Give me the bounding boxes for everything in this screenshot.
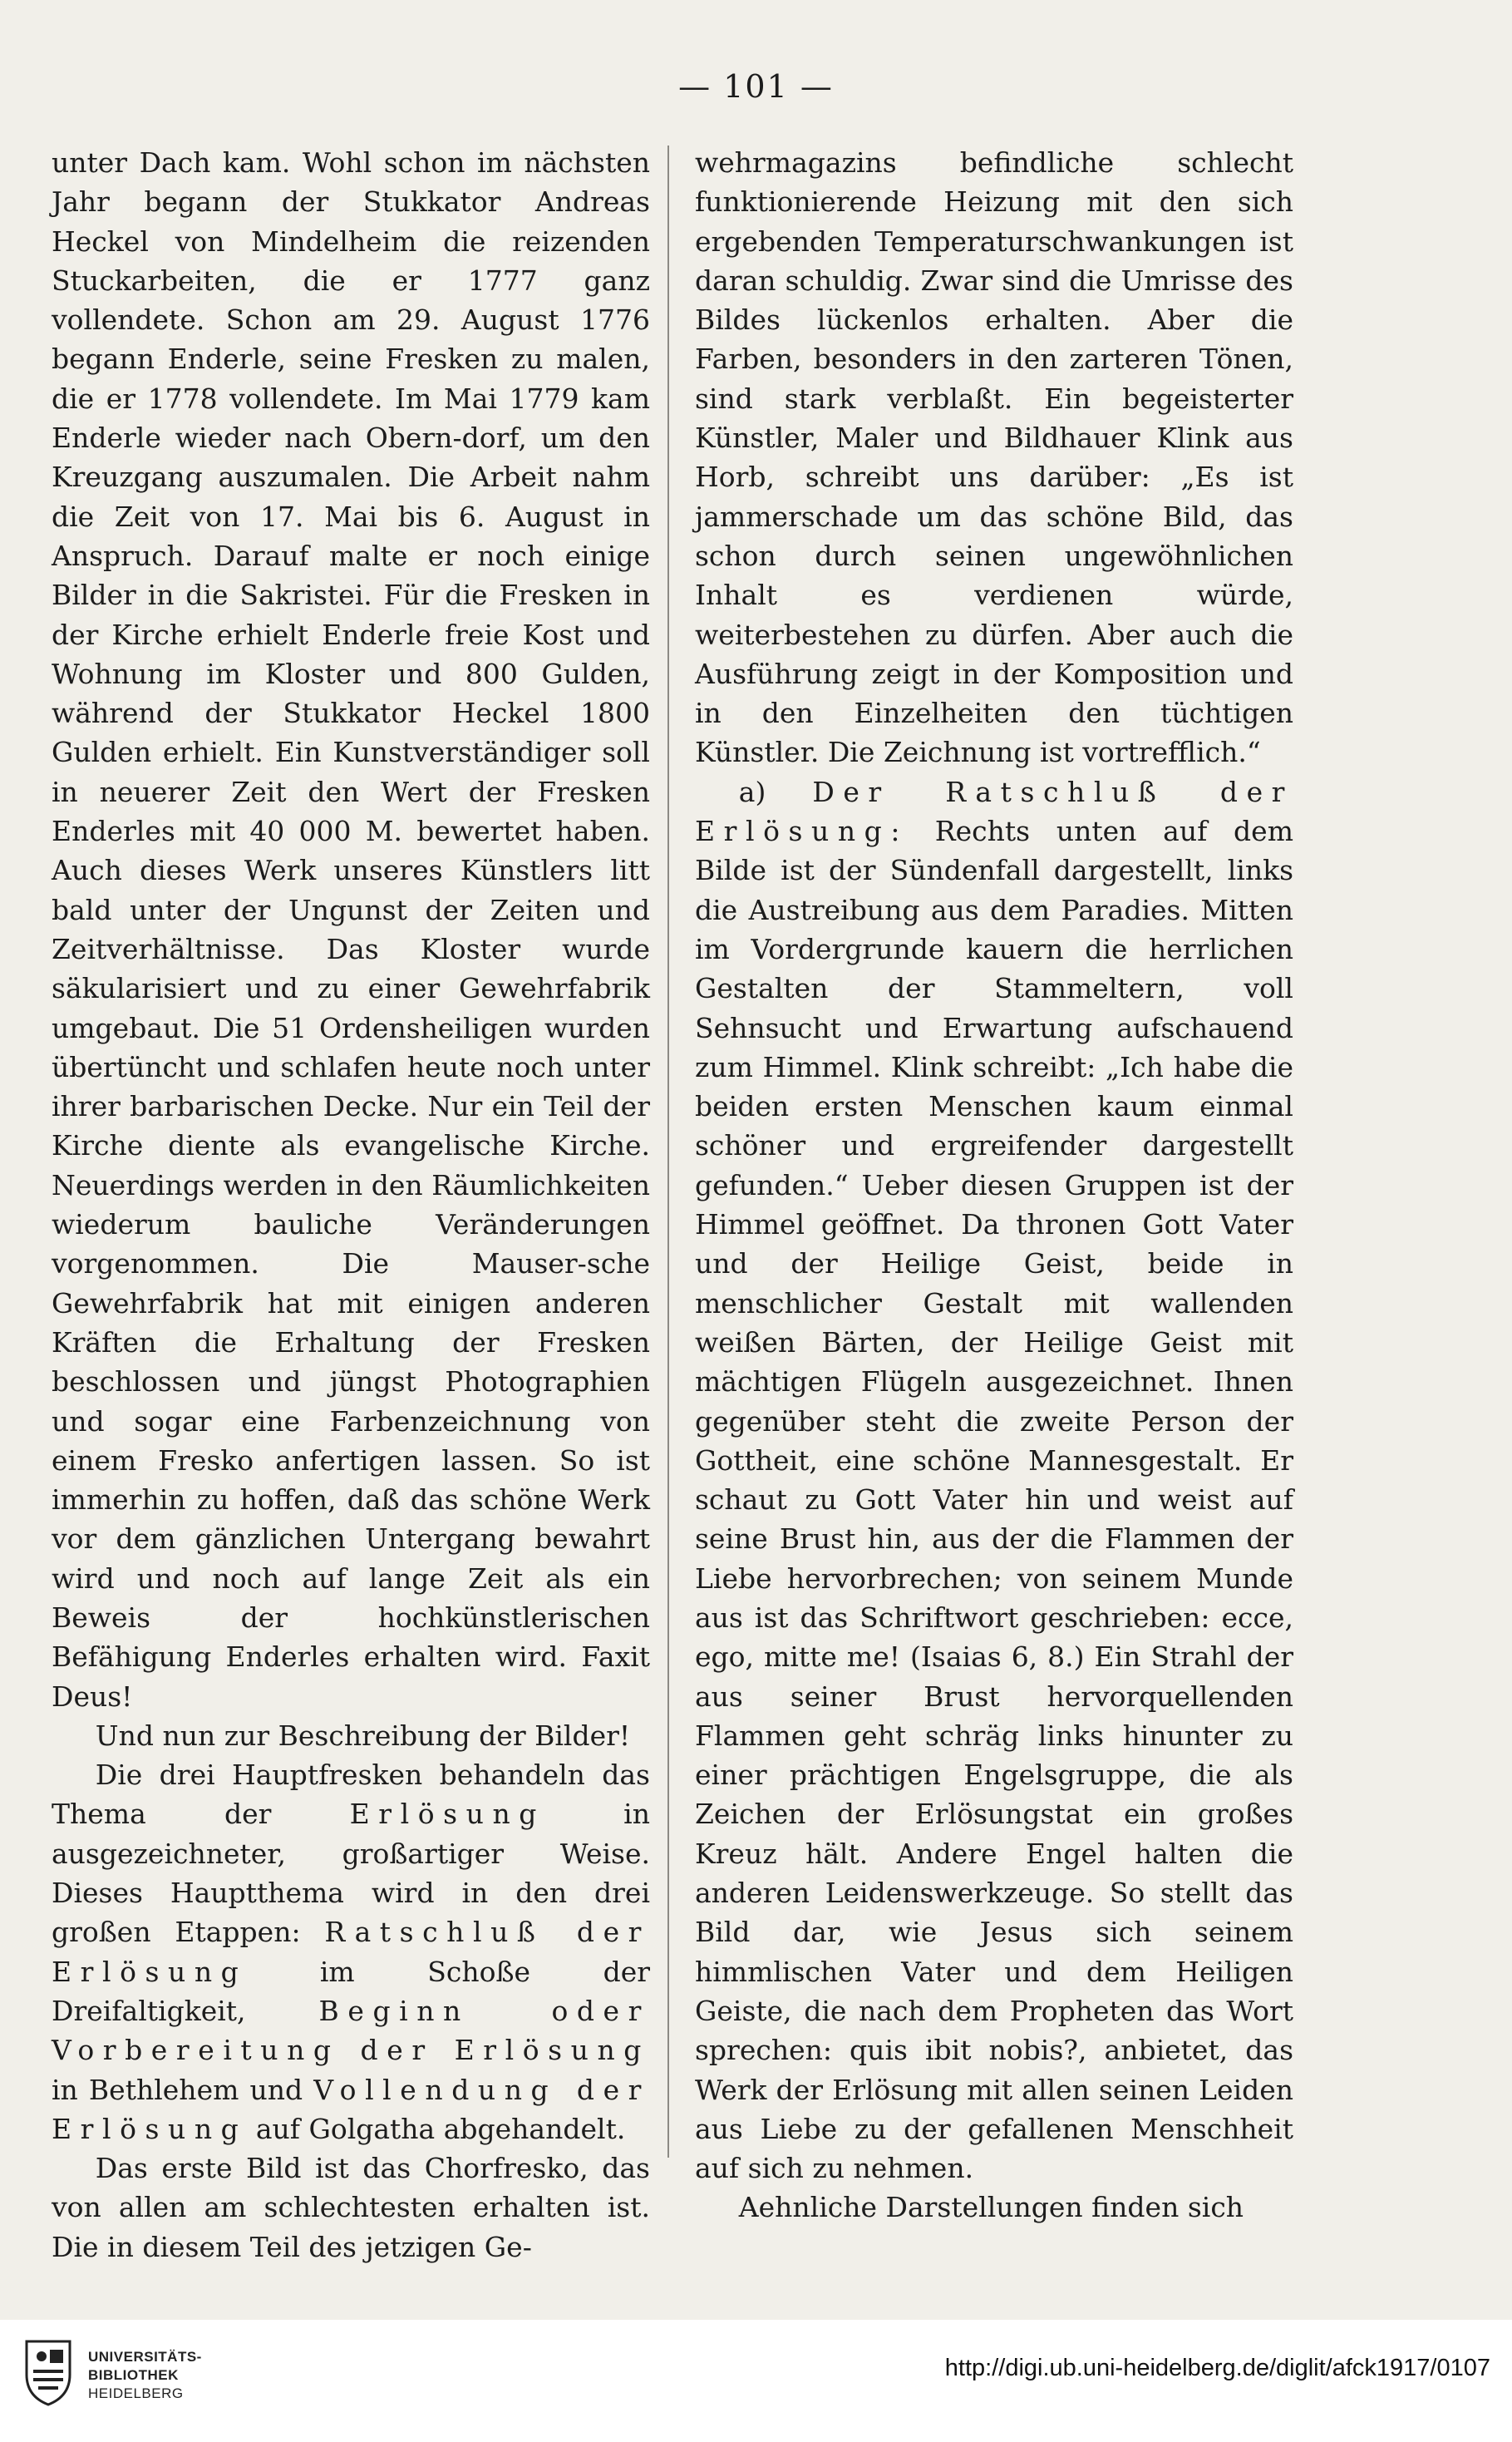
- text-run: a): [738, 775, 813, 808]
- page-number: — 101 —: [678, 68, 834, 105]
- document-url-link[interactable]: http://digi.ub.uni-heidelberg.de/diglit/afck1917/0107: [944, 2355, 1490, 2381]
- institution-line: UNIVERSITÄTS-: [88, 2349, 202, 2365]
- institution-line: BIBLIOTHEK: [88, 2367, 179, 2383]
- text-column-right: [695, 143, 1293, 2224]
- text-run: in Bethlehem und: [52, 2073, 314, 2106]
- text-run: im Schoße der Dreifaltigkeit,: [52, 1955, 650, 2027]
- text-run: Rechts unten auf dem Bilde ist der Sündenfall dargestellt, links die Austreibung aus dem Paradies. Mitten im Vordergrunde kauern die herrlichen Gestalten der Stammeltern, voll Sehnsucht und Erwartung aufschauend zum Himmel. Klink schreibt: „Ich habe die beiden ersten Menschen kaum einmal schöner und ergreifender dargestellt gefunden.“ Ueber diesen Gruppen ist der Himmel geöffnet. Da thronen Gott Vater und der Heilige Geist, beide in menschlicher Gestalt mit wallenden weißen Bärten, der Heilige Geist mit mächtigen Flügeln ausgezeichnet. Ihnen gegenüber steht die zweite Person der Gottheit, eine schöne Mannesgestalt. Er schaut zu Gott Vater hin und weist auf seine Brust hin, aus der die Flammen der Liebe hervorbrechen; von seinem Munde aus ist das Schriftwort geschrieben: ecce, ego, mitte me! (Isaias 6, 8.) Ein Strahl der aus seiner Brust hervorquellenden Flammen geht schräg links hinunter zu einer prächtigen Engelsgruppe, die als Zeichen der Erlösungstat ein großes Kreuz hält. Andere Engel halten die anderen Leidenswerkzeuge. So stellt das Bild dar, wie Jesus sich seinem himmlischen Vater und dem Heiligen Geiste, die nach dem Propheten das Wort sprechen: quis ibit nobis?, anbietet, das Werk der Erlösung mit allen seinen Leiden aus Liebe zu der gefallenen Menschheit auf sich zu nehmen.: [695, 815, 1293, 2185]
- institution-line: HEIDELBERG: [88, 2385, 184, 2401]
- column-divider: [667, 146, 669, 2158]
- text-run: auf Golgatha abgehandelt.: [247, 2112, 626, 2145]
- paragraph: [695, 772, 1293, 2188]
- paragraph: wehrmagazins befindliche schlecht funktionierende Heizung mit den sich ergebenden Temperaturschwankungen ist daran schuldig. Zwar sind die Umrisse des Bildes lückenlos erhalten. Aber die Farben, besonders in den zarteren Tönen, sind stark verblaßt. Ein begeisterter Künstler, Maler und Bildhauer Klink aus Horb, schreibt uns darüber: „Es ist jammerschade um das schöne Bild, das schon durch seinen ungewöhnlichen Inhalt es verdienen würde, weiterbestehen zu dürfen. Aber auch die Ausführung zeigt in der Komposition und in den Einzelheiten den tüchtigen Künstler. Die Zeichnung ist vortrefflich.“: [695, 146, 1293, 769]
- paragraph: Und nun zur Beschreibung der Bilder!: [95, 1719, 631, 1752]
- text-run: Die drei Hauptfresken behandeln das Thema der: [52, 1759, 650, 1831]
- institution-name: [88, 2348, 202, 2403]
- paragraph: [52, 1755, 650, 2148]
- university-seal-icon: [22, 2338, 75, 2408]
- text-column-left: [52, 143, 650, 2263]
- emphasis-text: Beginn oder Vorbereitung der Erlösung: [52, 1994, 650, 2067]
- paragraph: unter Dach kam. Wohl schon im nächsten Jahr begann der Stukkator Andreas Heckel von Mindelheim die reizenden Stuckarbeiten, die er 1777 ganz vollendete. Schon am 29. August 1776 begann Enderle, seine Fresken zu malen, die er 1778 vollendete. Im Mai 1779 kam Enderle wieder nach Obern-dorf, um den Kreuzgang auszumalen. Die Arbeit nahm die Zeit von 17. Mai bis 6. August in Anspruch. Darauf malte er noch einige Bilder in die Sakristei. Für die Fresken in der Kirche erhielt Enderle freie Kost und Wohnung im Kloster und 800 Gulden, während der Stukkator Heckel 1800 Gulden erhielt. Ein Kunstverständiger soll in neuerer Zeit den Wert der Fresken Enderles mit 40 000 M. bewertet haben. Auch dieses Werk unseres Künstlers litt bald unter der Ungunst der Zeiten und Zeitverhältnisse. Das Kloster wurde säkularisiert und zu einer Gewehrfabrik umgebaut. Die 51 Ordensheiligen wurden übertüncht und schlafen heute noch unter ihrer barbarischen Decke. Nur ein Teil der Kirche diente als evangelische Kirche. Neuerdings werden in den Räumlichkeiten wiederum bauliche Veränderungen vorgenommen. Die Mauser-sche Gewehrfabrik hat mit einigen anderen Kräften die Erhaltung der Fresken beschlossen und jüngst Photographien und sogar eine Farbenzeichnung von einem Fresko anfertigen lassen. So ist immerhin zu hoffen, daß das schöne Werk vor dem gänzlichen Untergang bewahrt wird und noch auf lange Zeit als ein Beweis der hochkünstlerischen Befähigung Enderles erhalten wird. Faxit Deus!: [52, 146, 650, 1713]
- footer-bar: [0, 2320, 1512, 2442]
- emphasis-text: Ratschluß der Erlösung: [52, 1916, 650, 1988]
- emphasis-text: Der Ratschluß der Erlösung:: [695, 775, 1293, 848]
- emphasis-text: Vollendung der Erlösung: [52, 2073, 650, 2145]
- paragraph: Das erste Bild ist das Chorfresko, das von allen am schlechtesten erhalten ist. Die in diesem Teil des jetzigen Ge-: [52, 2152, 650, 2263]
- text-run: in ausgezeichneter, großartiger Weise. Dieses Hauptthema wird in den drei großen Etappen:: [52, 1798, 650, 1949]
- emphasis-text: Erlösung: [349, 1798, 545, 1831]
- paragraph: Aehnliche Darstellungen finden sich: [738, 2191, 1244, 2224]
